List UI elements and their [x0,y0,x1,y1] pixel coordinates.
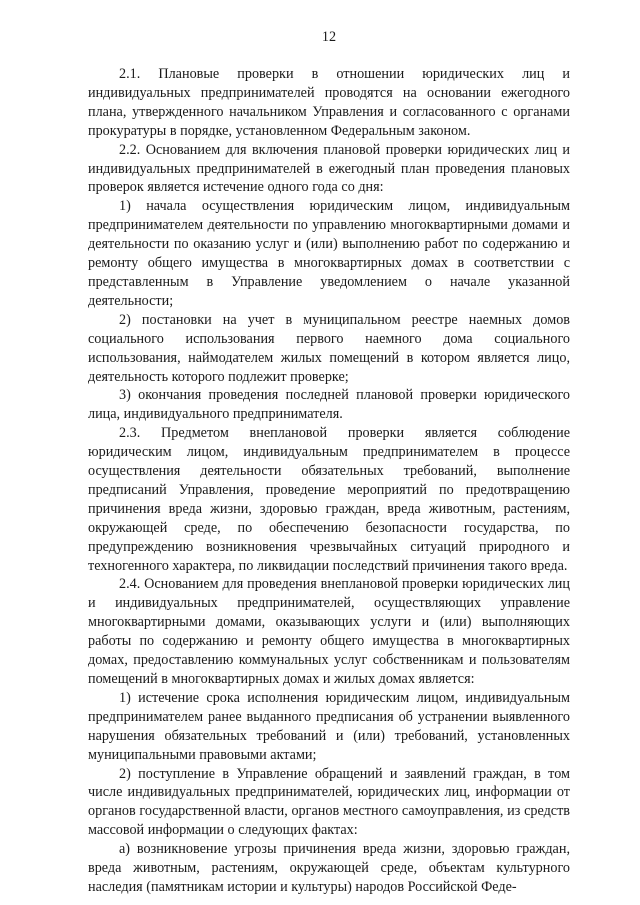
document-page [88,28,570,897]
paragraph-2-2-item-1: 1) начала осуществления юридическим лицом, индивидуальным предпринимателем деятельности по управлению многоквартирными домами и деятельности по оказанию услуг и (или) выполнению работ по содержанию и ремонту общего имущества в многоквартирных домах в соответствии с представленным в Управление уведомлением о начале указанной деятельности; [88,198,570,309]
paragraph-2-1: 2.1. Плановые проверки в отношении юридических лиц и индивидуальных предпринимателей проводятся на основании ежегодного плана, утвержденного начальником Управления и согласованного с органами прокуратуры в порядке, установленном Федеральным законом. [88,66,570,139]
paragraph-2-2-item-3: 3) окончания проведения последней плановой проверки юридического лица, индивидуального предпринимателя. [88,387,570,423]
paragraph-2-3: 2.3. Предметом внеплановой проверки является соблюдение юридическим лицом, индивидуальным предпринимателем в процессе осуществления деятельности обязательных требований, выполнение предписаний Управления, проведение мероприятий по предотвращению причинения вреда жизни, здоровью граждан, вреда животным, растениям, окружающей среде, по обеспечению безопасности государства, по предупреждению возникновения чрезвычайных ситуаций природного и техногенного характера, по ликвидации последствий причинения такого вреда. [88,425,570,574]
paragraph-2-2-item-2: 2) постановки на учет в муниципальном реестре наемных домов социального использования первого наемного дома социального использования, наймодателем жилых помещений в котором является лицо, деятельность которого подлежит проверке; [88,311,570,385]
paragraph-2-4: 2.4. Основанием для проведения внеплановой проверки юридических лиц и индивидуальных предпринимателей, осуществляющих управление многоквартирными домами, оказывающих услуги и (или) выполняющих работы по содержанию и ремонту общего имущества в многоквартирных домах, предоставлению коммунальных услуг собственникам и пользователям помещений в многоквартирных домах и жилых домах является: [88,576,570,687]
paragraph-2-4-item-2: 2) поступление в Управление обращений и заявлений граждан, в том числе индивидуальных предпринимателей, юридических лиц, информации от органов государственной власти, органов местного самоуправления, из средств массовой информации о следующих фактах: [88,765,570,839]
paragraph-2-4-item-2-a: а) возникновение угрозы причинения вреда жизни, здоровью граждан, вреда животным, растениям, окружающей среде, объектам культурного наследия (памятникам истории и культуры) народов Российской Феде- [88,841,570,895]
paragraph-2-2: 2.2. Основанием для включения плановой проверки юридических лиц и индивидуальных предпринимателей в ежегодный план проведения плановых проверок является истечение одного года со дня: [88,141,570,196]
paragraph-2-4-item-1: 1) истечение срока исполнения юридическим лицом, индивидуальным предпринимателем ранее выданного предписания об устранении выявленного нарушения обязательных требований и (или) требований, установленных муниципальными правовыми актами; [88,689,570,763]
page-number: 12 [321,29,337,45]
